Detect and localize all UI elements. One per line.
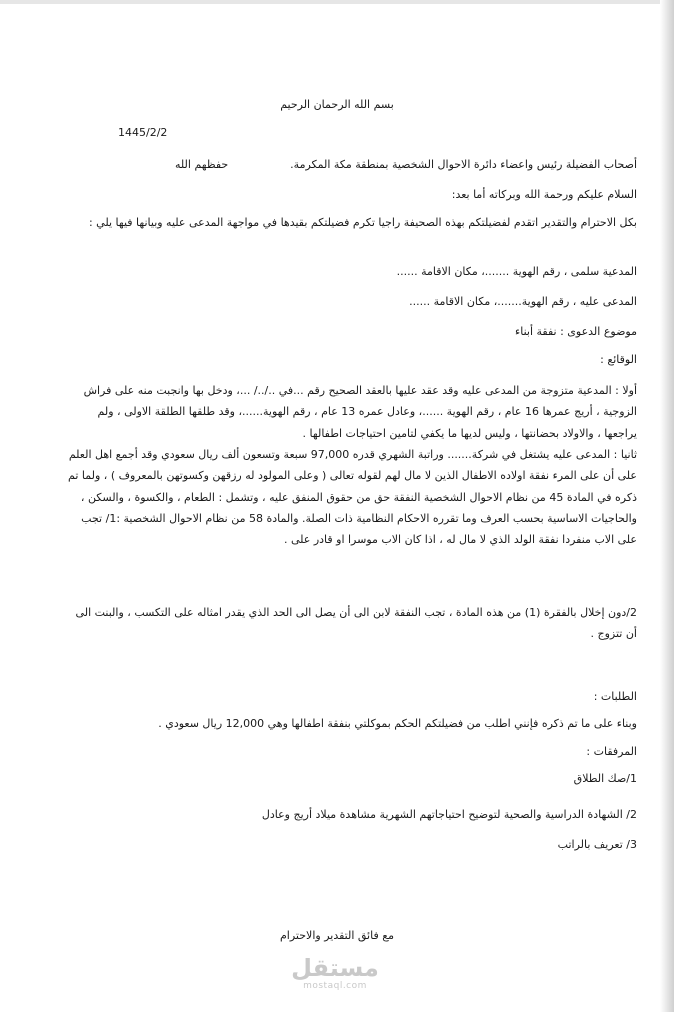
case-subject: موضوع الدعوى : نفقة أبناء <box>515 325 637 338</box>
fact-paragraph-three: 2/دون إخلال بالفقرة (1) من هذه المادة ، تجب النفقة لابن الى أن يصل الى الحد الذي يقدر امثاله على التكسب ، والبنت الى أن تتزوج . <box>75 606 637 641</box>
facts-heading: الوقائع : <box>600 353 637 366</box>
logo-arabic-text: مستقل <box>291 954 379 982</box>
page-top-border <box>0 0 674 4</box>
request-text: وبناء على ما تم ذكره فإنني اطلب من فضيلتكم الحكم بموكلتي بنفقة اطفالها وهي 12,000 ريال سعودي . <box>158 717 637 730</box>
greeting: السلام عليكم ورحمة الله وبركاته أما بعد: <box>451 188 637 201</box>
addressee: أصحاب الفضيلة رئيس واعضاء دائرة الاحوال الشخصية بمنطقة مكة المكرمة. <box>290 158 637 171</box>
honorific: حفظهم الله <box>175 158 229 171</box>
attachment-item: 3/ تعريف بالراتب <box>557 838 637 851</box>
attachments-heading: المرفقات : <box>586 745 637 758</box>
watermark-logo <box>291 955 379 991</box>
document-date: 1445/2/2 <box>118 126 168 139</box>
requests-heading: الطلبات : <box>593 690 637 703</box>
attachment-item: 1/صك الطلاق <box>573 772 637 785</box>
defendant-line: المدعى عليه ، رقم الهوية.......، مكان الاقامة ...... <box>409 295 637 308</box>
page-edge-shadow <box>660 0 674 1012</box>
fact-paragraph-two: ثانيا : المدعى عليه يشتغل في شركة....... وراتبة الشهري قدره 97,000 سبعة وتسعون ألف ريال سعودي وقد أجمع اهل العلم على أن على المرء نفقة اولاده الاطفال الذين لا مال لهم لقوله تعالى ( وعلى المولود له رزقهن وكسوتهن بالمعروف ) ، ولما تم ذكره في المادة 45 من نظام الاحوال الشخصية النفقة حق من حقوق المنفق عليه ، وتشمل : الطعام ، والكسوة ، والسكن ، والحاجيات الاساسية بحسب العرف وما تقرره الاحكام النظامية ذات الصلة. والمادة 58 من نظام الاحوال الشخصية :1/ تجب على الاب منفردا نفقة الولد الذي لا مال له ، اذا كان الاب موسرا او قادر على . <box>68 448 637 547</box>
basmala: بسم الله الرحمان الرحيم <box>280 98 394 111</box>
closing-line: مع فائق التقدير والاحترام <box>280 929 394 942</box>
fact-paragraph-one: أولا : المدعية متزوجة من المدعى عليه وقد عقد عليها بالعقد الصحيح رقم ...في ../../ ...، ودخل بها وانجبت منه على فراش الزوجية ، أريج عمرها 16 عام ، رقم الهوية ......، وعادل عمره 13 عام ، رقم الهوية......، وقد طلقها الطلقة الاولى ، ولم يراجعها ، والاولاد بحضانتها ، وليس لديها ما يكفي لتامين احتياجات اطفالها . <box>83 384 637 440</box>
intro-paragraph: بكل الاحترام والتقدير اتقدم لفضيلتكم بهذه الصحيفة راجيا تكرم فضيلتكم بقيدها في مواجهة المدعى عليه وبيانها فيها يلي : <box>88 216 637 229</box>
plaintiff-line: المدعية سلمى ، رقم الهوية .......، مكان الاقامة ...... <box>396 265 637 278</box>
logo-latin-text: mostaql.com <box>303 981 367 991</box>
attachment-item: 2/ الشهادة الدراسية والصحية لتوضيح احتياجاتهم الشهرية مشاهدة ميلاد أريج وعادل <box>261 808 637 821</box>
